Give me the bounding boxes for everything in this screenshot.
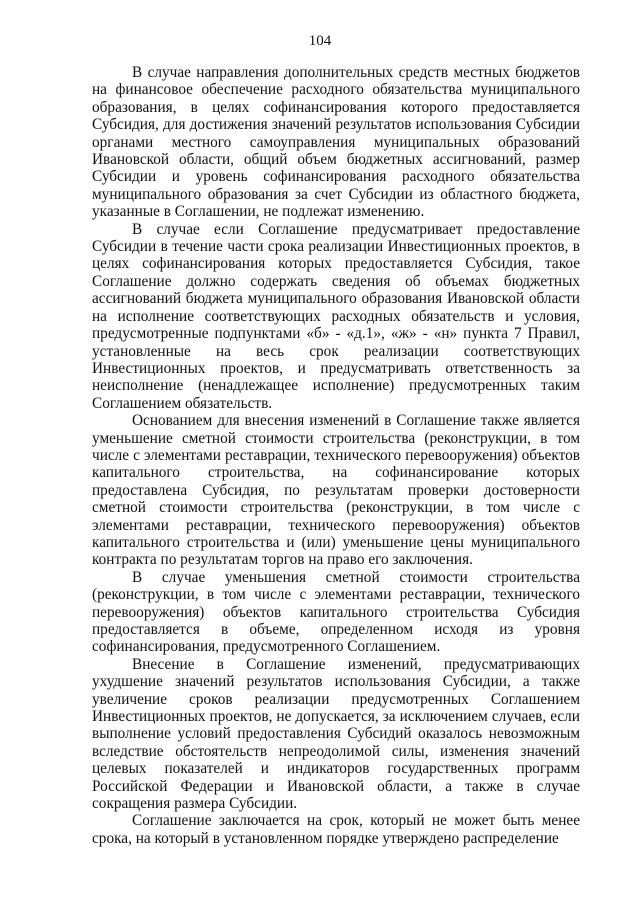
paragraph-5: Внесение в Соглашение изменений, предусматривающих ухудшение значений результатов использования Субсидии, а также увеличение сроков реализации предусмотренных Соглашением Инвестиционных проектов, не допускается, за исключением случаев, если выполнение условий предоставления Субсидий оказалось невозможным вследствие обстоятельств непреодолимой силы, изменения значений целевых показателей и индикаторов государственных программ Российской Федерации и Ивановской области, а также в случае сокращения размера Субсидии.	[92, 655, 580, 813]
page-number: 104	[308, 33, 332, 49]
paragraph-4: В случае уменьшения сметной стоимости строительства (реконструкции, в том числе с элементами реставрации, технического перевооружения) объектов капитального строительства Субсидия предоставляется в объеме, определенном исходя из уровня софинансирования, предусмотренного Соглашением.	[92, 568, 580, 656]
paragraph-6: Соглашение заключается на срок, который не может быть менее срока, на который в установленном порядке утверждено распределение	[92, 812, 580, 847]
paragraph-2: В случае если Соглашение предусматривает предоставление Субсидии в течение части срока реализации Инвестиционных проектов, в целях софинансирования которых предоставляется Субсидия, такое Соглашение должно содержать сведения об объемах бюджетных ассигнований бюджета муниципального образования Ивановской области на исполнение соответствующих расходных обязательств и условия, предусмотренные подпунктами «б» - «д.1», «ж» - «н» пункта 7 Правил, установленные на весь срок реализации соответствующих Инвестиционных проектов, и предусматривать ответственность за неисполнение (ненадлежащее исполнение) предусмотренных таким Соглашением обязательств.	[92, 220, 580, 412]
paragraph-1: В случае направления дополнительных средств местных бюджетов на финансовое обеспечение расходного обязательства муниципального образования, в целях софинансирования которого предоставляется Субсидия, для достижения значений результатов использования Субсидии органами местного самоуправления муниципальных образований Ивановской области, общий объем бюджетных ассигнований, размер Субсидии и уровень софинансирования расходного обязательства муниципального образования за счет Субсидии из областного бюджета, указанные в Соглашении, не подлежат изменению.	[92, 64, 580, 221]
document-body	[92, 64, 580, 847]
paragraph-3: Основанием для внесения изменений в Соглашение также является уменьшение сметной стоимости строительства (реконструкции, в том числе с элементами реставрации, технического перевооружения) объектов капитального строительства, на софинансирование которых предоставлена Субсидия, по результатам проверки достоверности сметной стоимости строительства (реконструкции, в том числе с элементами реставрации, технического перевооружения) объектов капитального строительства и (или) уменьшение цены муниципального контракта по результатам торгов на право его заключения.	[92, 412, 580, 569]
